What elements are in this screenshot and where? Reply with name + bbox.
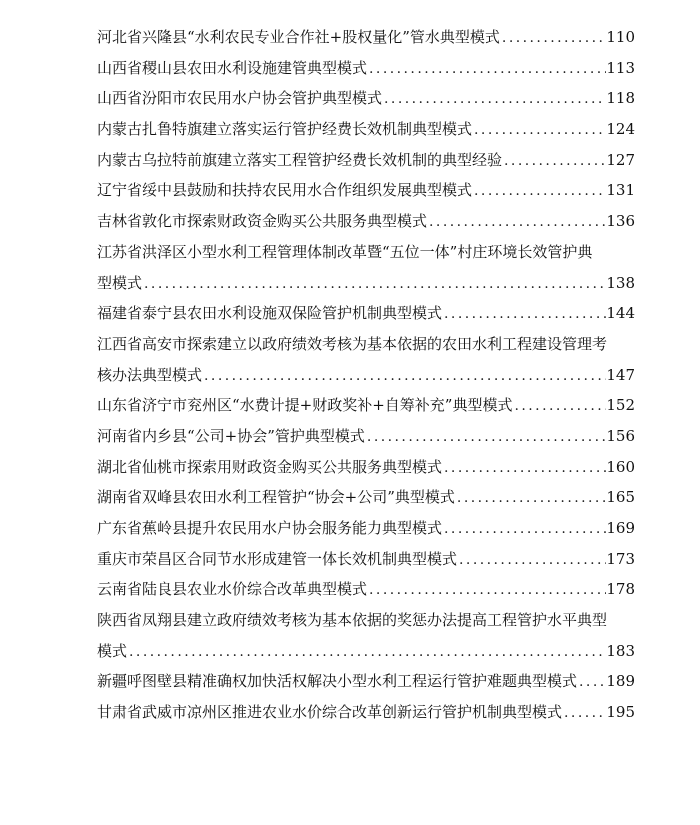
toc-entry-lead-line — [97, 114, 635, 145]
toc-entry[interactable] — [97, 206, 635, 237]
toc-entry-page-number: 147 — [606, 365, 635, 384]
toc-entry-lead-line — [97, 574, 635, 605]
toc-entry-page-number: 156 — [606, 426, 635, 445]
toc-entry-lead-line — [97, 636, 635, 667]
toc-entry-title: 广东省蕉岭县提升农民用水户协会服务能力典型模式 — [97, 519, 443, 537]
toc-entry-title: 河北省兴隆县“水利农民专业合作社+股权量化”管水典型模式 — [97, 28, 500, 46]
toc-entry[interactable] — [97, 390, 635, 421]
dot-leader — [365, 422, 606, 452]
toc-entry-lead-line — [97, 360, 635, 391]
dot-leader — [442, 299, 606, 329]
toc-entry-lead-line — [97, 544, 635, 575]
toc-entry-lead-line — [97, 83, 635, 114]
toc-entry-lead-line — [97, 390, 635, 421]
toc-entry-lead-line — [97, 175, 635, 206]
dot-leader — [455, 483, 606, 513]
toc-entry-lead-line — [97, 22, 635, 53]
toc-entry-page-number: 160 — [606, 457, 635, 476]
toc-entry-title: 核办法典型模式 — [97, 365, 203, 384]
toc-entry-title-line: 江苏省洪泽区小型水利工程管理体制改革暨“五位一体”村庄环境长效管护典 — [97, 242, 593, 261]
toc-entry-title: 湖北省仙桃市探索用财政资金购买公共服务典型模式 — [97, 457, 443, 476]
toc-entry-lead-line — [97, 421, 635, 452]
toc-entry-title: 山东省济宁市兖州区“水费计提+财政奖补+自筹补充”典型模式 — [97, 396, 513, 415]
toc-entry-title: 福建省泰宁县农田水利设施双保险管护机制典型模式 — [97, 304, 443, 323]
toc-entry-lead-line — [97, 145, 635, 176]
toc-entry-lead-line — [97, 53, 635, 84]
toc-entry[interactable] — [97, 574, 635, 605]
toc-entry-title: 内蒙古扎鲁特旗建立落实运行管护经费长效机制典型模式 — [97, 120, 473, 139]
toc-entry-page-number: 138 — [606, 273, 635, 292]
toc-entry-title: 内蒙古乌拉特前旗建立落实工程管护经费长效机制的典型经验 — [97, 150, 503, 169]
toc-entry[interactable] — [97, 482, 635, 513]
dot-leader — [442, 514, 606, 544]
toc-entry[interactable] — [97, 697, 635, 728]
dot-leader — [577, 667, 606, 697]
toc-entry-lead-line — [97, 697, 635, 728]
dot-leader — [127, 637, 606, 667]
toc-entry-lead-line — [97, 482, 635, 513]
toc-entry[interactable] — [97, 237, 635, 298]
toc-entry-page-number: 131 — [606, 181, 635, 200]
dot-leader — [562, 698, 606, 728]
dot-leader — [472, 176, 606, 206]
toc-entry-title: 型模式 — [97, 273, 143, 292]
toc-entry-lead-line — [97, 268, 635, 299]
toc-entry-page-number: 178 — [606, 580, 635, 599]
toc-entry-page-number: 183 — [606, 641, 635, 660]
toc-entry-page-number: 173 — [606, 549, 635, 568]
table-of-contents — [97, 22, 635, 728]
toc-entry-page-number: 144 — [606, 304, 635, 323]
toc-entry-title: 湖南省双峰县农田水利工程管护“协会+公司”典型模式 — [97, 488, 455, 507]
toc-entry-title: 云南省陆良县农业水价综合改革典型模式 — [97, 580, 368, 599]
toc-entry-page-number: 152 — [606, 396, 635, 415]
toc-entry[interactable] — [97, 83, 635, 114]
toc-entry[interactable] — [97, 298, 635, 329]
dot-leader — [457, 545, 606, 575]
toc-entry[interactable] — [97, 666, 635, 697]
toc-entry-page-number: 118 — [606, 89, 635, 108]
dot-leader — [512, 391, 606, 421]
toc-entry[interactable] — [97, 114, 635, 145]
toc-entry[interactable] — [97, 605, 635, 666]
dot-leader — [367, 54, 606, 84]
toc-entry-page-number: 127 — [606, 150, 635, 169]
toc-entry-page-number: 169 — [606, 519, 635, 537]
toc-entry-title: 新疆呼图壁县精准确权加快活权解决小型水利工程运行管护难题典型模式 — [97, 672, 578, 691]
toc-entry-title: 甘肃省武威市凉州区推进农业水价综合改革创新运行管护机制典型模式 — [97, 703, 563, 722]
toc-entry-lead-line — [97, 513, 635, 544]
toc-entry[interactable] — [97, 544, 635, 575]
dot-leader — [382, 84, 606, 114]
toc-entry[interactable] — [97, 53, 635, 84]
toc-entry-title-line: 江西省高安市探索建立以政府绩效考核为基本依据的农田水利工程建设管理考 — [97, 334, 608, 353]
dot-leader — [442, 453, 606, 483]
toc-entry-page-number: 113 — [606, 58, 635, 77]
toc-entry-title: 山西省稷山县农田水利设施建管典型模式 — [97, 58, 368, 77]
toc-entry[interactable] — [97, 421, 635, 452]
toc-entry[interactable] — [97, 145, 635, 176]
dot-leader — [427, 207, 606, 237]
toc-entry-title-line: 陕西省凤翔县建立政府绩效考核为基本依据的奖惩办法提高工程管护水平典型 — [97, 611, 608, 630]
toc-entry[interactable] — [97, 22, 635, 53]
toc-entry-title: 重庆市荣昌区合同节水形成建管一体长效机制典型模式 — [97, 549, 458, 568]
toc-entry-page-number: 195 — [606, 703, 635, 722]
toc-entry-title: 模式 — [97, 641, 128, 660]
toc-entry-title: 吉林省敦化市探索财政资金购买公共服务典型模式 — [97, 212, 428, 231]
toc-entry-page-number: 124 — [606, 120, 635, 139]
toc-entry-lead-line — [97, 298, 635, 329]
dot-leader — [472, 115, 606, 145]
dot-leader — [500, 23, 606, 53]
toc-entry-page-number: 189 — [606, 672, 635, 691]
dot-leader — [502, 146, 606, 176]
toc-entry-lead-line — [97, 206, 635, 237]
toc-entry-page-number: 136 — [606, 212, 635, 231]
toc-entry-title: 山西省汾阳市农民用水户协会管护典型模式 — [97, 89, 383, 108]
dot-leader — [142, 269, 606, 299]
toc-entry-lead-line — [97, 452, 635, 483]
dot-leader — [202, 361, 606, 391]
toc-entry[interactable] — [97, 513, 635, 544]
toc-entry[interactable] — [97, 175, 635, 206]
toc-entry-lead-line — [97, 666, 635, 697]
toc-entry[interactable] — [97, 452, 635, 483]
dot-leader — [367, 575, 606, 605]
toc-entry-page-number: 110 — [606, 28, 635, 46]
toc-entry-title: 辽宁省绥中县鼓励和扶持农民用水合作组织发展典型模式 — [97, 181, 473, 200]
toc-entry-page-number: 165 — [606, 488, 635, 507]
toc-entry[interactable] — [97, 329, 635, 390]
toc-entry-title: 河南省内乡县“公司+协会”管护典型模式 — [97, 426, 365, 445]
